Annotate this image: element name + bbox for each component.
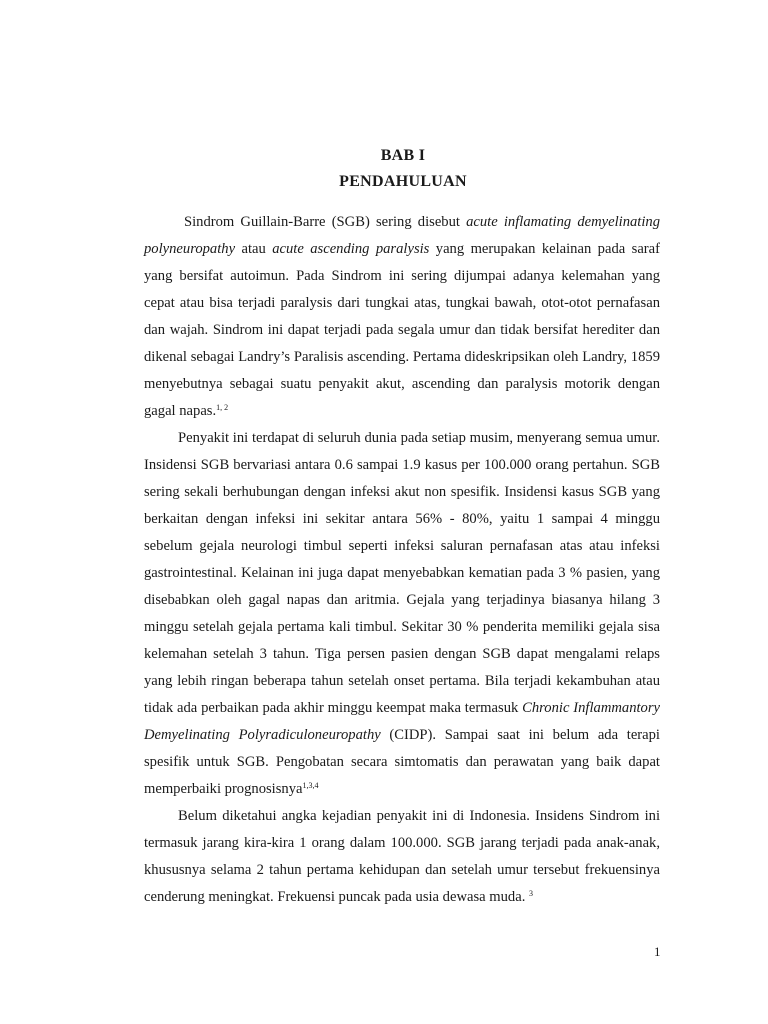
paragraph-2	[144, 425, 660, 803]
p2-before: Penyakit ini terdapat di seluruh dunia pada setiap musim, menyerang semua umur. Insidensi SGB bervariasi antara 0.6 sampai 1.9 kasus per 100.000 orang pertahun. SGB sering sekali berhubungan dengan infeksi akut non spesifik. Insidensi kasus SGB yang berkaitan dengan infeksi ini sekitar antara 56% - 80%, yaitu 1 sampai 4 minggu sebelum gejala neurologi timbul seperti infeksi saluran pernafasan atas atau infeksi gastrointestinal. Kelainan ini juga dapat menyebabkan kematian pada 3 % pasien, yang disebabkan oleh gagal napas dan aritmia. Gejala yang terjadinya biasanya hilang 3 minggu setelah gejala pertama kali timbul. Sekitar 30 % penderita memiliki gejala sisa kelemahan setelah 3 tahun. Tiga persen pasien dengan SGB dapat mengalami relaps yang lebih ringan beberapa tahun setelah onset pertama. Bila terjadi kekambuhan atau tidak ada perbaikan pada akhir minggu keempat maka termasuk	[144, 430, 660, 716]
p2-reference: 1,3,4	[302, 781, 319, 790]
p1-term-ascending: acute ascending paralysis	[272, 241, 430, 257]
page-number: 1	[654, 944, 661, 959]
p2-after: (CIDP). Sampai saat ini belum ada terapi spesifik untuk SGB. Pengobatan secara simtomatis dan perawatan yang baik dapat memperbaiki prognosisnya	[144, 727, 660, 797]
p2-term-cidp: Chronic Inflammantory Demyelinating Polyradiculoneuropathy	[144, 700, 660, 743]
paragraph-1	[144, 209, 660, 425]
chapter-title: PENDAHULUAN	[339, 173, 467, 190]
p1-mid: atau	[235, 241, 273, 257]
p3-text: Belum diketahui angka kejadian penyakit ini di Indonesia. Insidens Sindrom ini termasuk jarang kira-kira 1 orang dalam 100.000. SGB jarang terjadi pada anak-anak, khususnya selama 2 tahun pertama kehidupan dan setelah umur tersebut frekuensinya cenderung meningkat. Frekuensi puncak pada usia dewasa muda.	[144, 808, 660, 905]
p1-reference: 1, 2	[216, 403, 229, 412]
p3-reference: 3	[529, 889, 533, 898]
document-body	[144, 209, 660, 911]
chapter-number: BAB I	[380, 147, 426, 164]
paragraph-3	[144, 803, 660, 911]
p1-term-inflamating: acute inflamating demyelinating polyneuropathy	[144, 214, 661, 257]
p1-intro: Sindrom Guillain-Barre (SGB) sering disebut	[184, 214, 467, 230]
p1-rest: yang merupakan kelainan pada saraf yang bersifat autoimun. Pada Sindrom ini sering dijumpai adanya kelemahan yang cepat atau bisa terjadi paralysis dari tungkai atas, tungkai bawah, otot-otot pernafasan dan wajah. Sindrom ini dapat terjadi pada segala umur dan tidak bersifat herediter dan dikenal sebagai Landry’s Paralisis ascending. Pertama dideskripsikan oleh Landry, 1859 menyebutnya sebagai suatu penyakit akut, ascending dan paralysis motorik dengan gagal napas.	[144, 241, 660, 419]
